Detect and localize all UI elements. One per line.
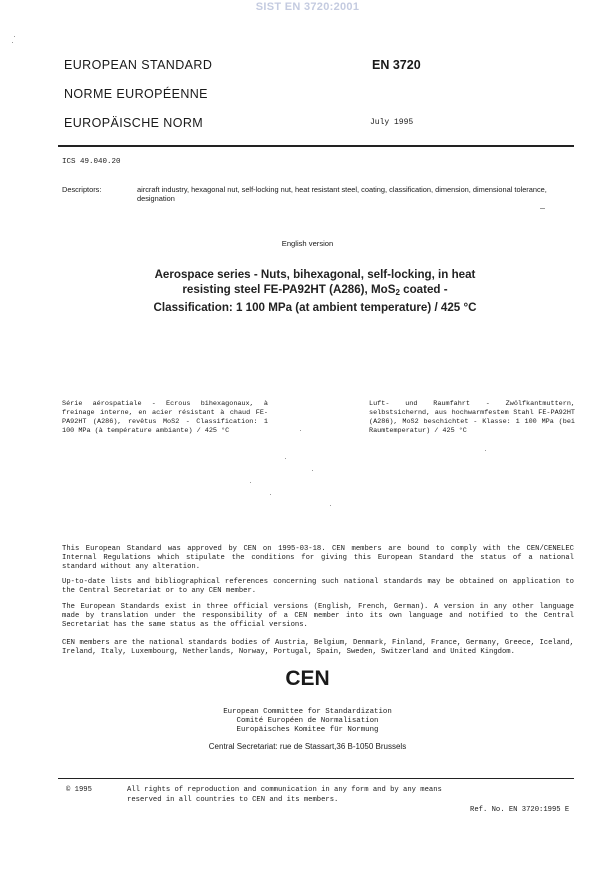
header-title-en: EUROPEAN STANDARD [64, 58, 213, 72]
cen-name-fr: Comité Européen de Normalisation [236, 717, 379, 725]
scan-speck [14, 36, 15, 37]
document-title [150, 267, 480, 315]
scan-speck [285, 458, 286, 459]
cen-name-en: European Committee for Standardization [223, 708, 392, 716]
scan-speck [330, 505, 331, 506]
scan-speck [485, 450, 486, 451]
cen-logo: CEN [285, 667, 330, 690]
cen-name-de: Europäisches Komitee für Normung [236, 726, 379, 734]
footer-rule [58, 778, 574, 779]
title-subscript: 2 [395, 288, 400, 297]
language-version: English version [281, 239, 334, 248]
german-title: Luft- und Raumfahrt - Zwölfkantmuttern, selbstsichernd, aus hochwarmfestem Stahl FE-PA92HT (A286), MoS2 beschichtet - Klasse: 1 100 MPa (bei Raumtemperatur) / 425 °C [369, 400, 575, 435]
copyright-year: © 1995 [66, 786, 92, 794]
header-title-fr: NORME EUROPÉENNE [64, 87, 208, 101]
french-title: Série aérospatiale - Ecrous bihexagonaux, à freinage interne, en acier résistant à chaud FE-PA92HT (A286), revêtus MoS2 - Classification: 1 100 MPa (à température ambiante) / 425 °C [62, 400, 268, 435]
standard-number: EN 3720 [372, 58, 421, 72]
rights-notice: All rights of reproduction and communication in any form and by any means reserved in all countries to CEN and its members. [127, 786, 442, 804]
national-references-paragraph: Up-to-date lists and bibliographical references concerning such national standards may be obtained on application to the Central Secretariat or to any CEN member. [62, 578, 574, 595]
title-part-1: Aerospace series - Nuts, bihexagonal, self-locking, in heat resisting steel FE-PA92HT (A286), MoS [154, 268, 476, 296]
cen-members-paragraph: CEN members are the national standards bodies of Austria, Belgium, Denmark, Finland, France, Germany, Greece, Iceland, Ireland, Italy, Luxembourg, Netherlands, Norway, Portugal, Spain, Sweden, Switzerland and United Kingdom. [62, 639, 574, 656]
title-part-2: coated - Classification: 1 100 MPa (at ambient temperature) / 425 °C [153, 283, 477, 314]
publication-date: July 1995 [370, 118, 414, 127]
header-title-de: EUROPÄISCHE NORM [64, 116, 204, 130]
reference-number: Ref. No. EN 3720:1995 E [470, 806, 570, 814]
scan-speck [540, 208, 545, 209]
scan-speck [312, 470, 313, 471]
approval-paragraph: This European Standard was approved by CEN on 1995-03-18. CEN members are bound to comply with the CEN/CENELEC Internal Regulations which stipulate the conditions for giving this European Standard the status of a national standard without any alteration. [62, 545, 574, 571]
scan-speck [300, 430, 301, 431]
watermark: SIST EN 3720:2001 [255, 1, 360, 13]
header-rule [58, 145, 574, 147]
central-secretariat: Central Secretariat: rue de Stassart,36 B-1050 Brussels [208, 742, 407, 751]
descriptors-text: aircraft industry, hexagonal nut, self-locking nut, heat resistant steel, coating, classification, dimension, dimensional tolerance, designation [137, 185, 547, 203]
descriptors-label: Descriptors: [62, 185, 102, 194]
scan-speck [12, 42, 13, 43]
ics-code: ICS 49.040.20 [62, 158, 121, 166]
official-versions-paragraph: The European Standards exist in three official versions (English, French, German). A version in any other language made by translation under the responsibility of a CEN member into its own language and notified to the Central Secretariat has the same status as the official versions. [62, 603, 574, 629]
scan-speck [250, 482, 251, 483]
scan-speck [270, 494, 271, 495]
